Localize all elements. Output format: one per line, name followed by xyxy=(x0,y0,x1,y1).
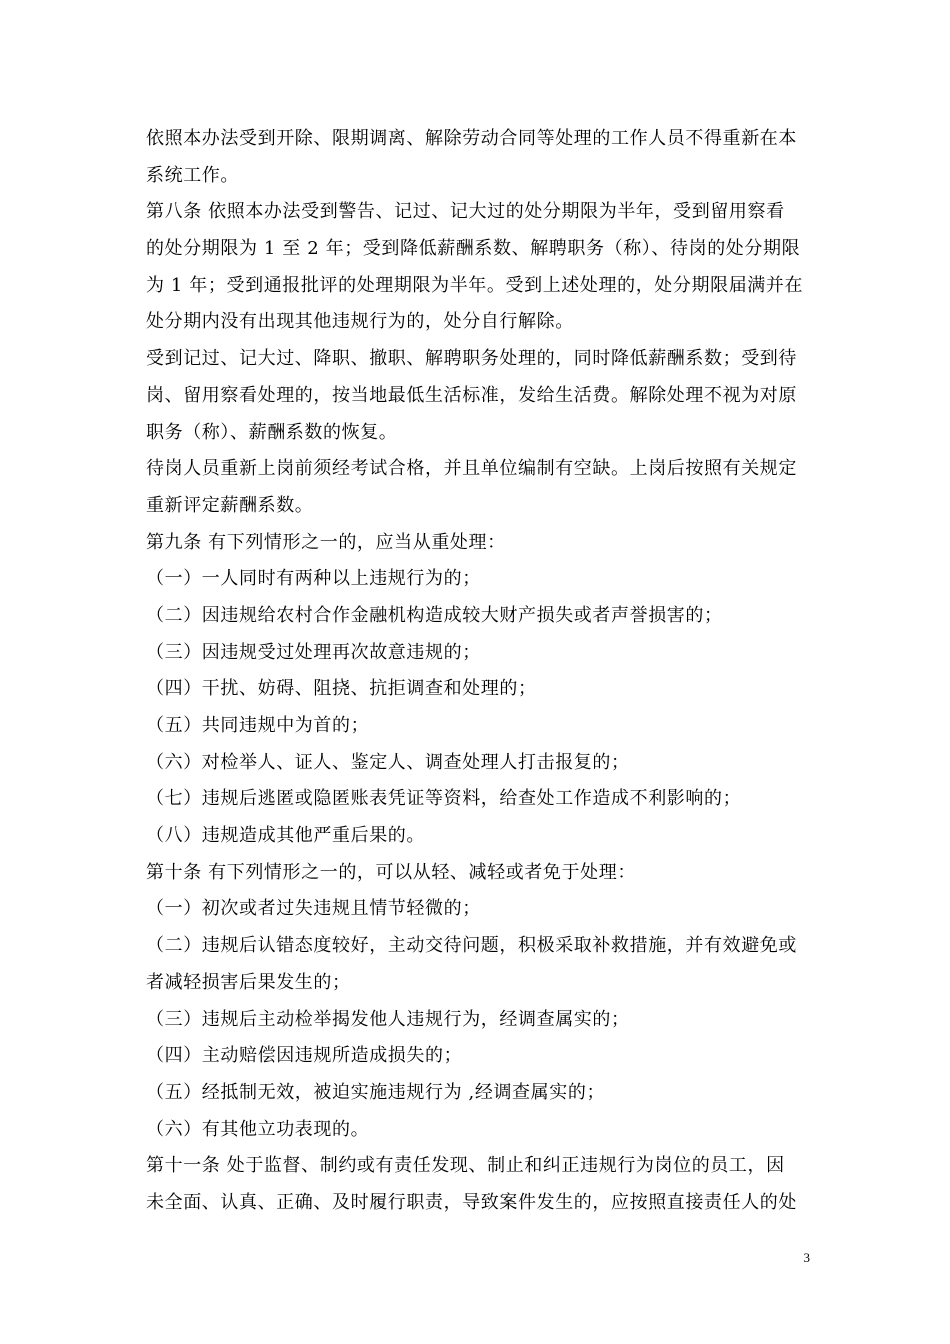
article-9-line: 第九条 有下列情形之一的，应当从重处理： xyxy=(146,531,506,553)
text-line: 为 1 年；受到通报批评的处理期限为半年。受到上述处理的，处分期限届满并在 xyxy=(146,274,804,296)
list-item: （四）主动赔偿因违规所造成损失的； xyxy=(146,1045,463,1067)
text-line: 受到记过、记大过、降职、撤职、解聘职务处理的，同时降低薪酬系数；受到待 xyxy=(146,348,797,370)
list-item: （一）一人同时有两种以上违规行为的； xyxy=(146,568,481,590)
list-item: （七）违规后逃匿或隐匿账表凭证等资料，给查处工作造成不利影响的； xyxy=(146,788,742,810)
text-line: 岗、留用察看处理的，按当地最低生活标准，发给生活费。解除处理不视为对原 xyxy=(146,384,797,406)
text-line: 职务（称）、薪酬系数的恢复。 xyxy=(146,421,398,443)
list-item: （五）共同违规中为首的； xyxy=(146,715,370,736)
text-line: 系统工作。 xyxy=(146,164,239,186)
text-line: 未全面、认真、正确、及时履行职责，导致案件发生的，应按照直接责任人的处 xyxy=(146,1191,797,1213)
list-item: （六）对检举人、证人、鉴定人、调查处理人打击报复的； xyxy=(146,751,630,773)
list-item: （六）有其他立功表现的。 xyxy=(146,1118,370,1140)
list-item: （五）经抵制无效，被迫实施违规行为 ,经调查属实的； xyxy=(146,1081,606,1103)
document-body xyxy=(146,121,812,1222)
article-11-line: 第十一条 处于监督、制约或有责任发现、制止和纠正违规行为岗位的员工，因 xyxy=(146,1155,785,1177)
page-number: 3 xyxy=(803,1250,810,1265)
text-line: 待岗人员重新上岗前须经考试合格，并且单位编制有空缺。上岗后按照有关规定 xyxy=(146,458,797,480)
text-line: 的处分期限为 1 至 2 年；受到降低薪酬系数、解聘职务（称）、待岗的处分期限 xyxy=(146,238,801,260)
list-item: （一）初次或者过失违规且情节轻微的； xyxy=(146,898,481,920)
text-line: 重新评定薪酬系数。 xyxy=(146,494,314,516)
text-line: 者减轻损害后果发生的； xyxy=(146,971,351,993)
text-line: 处分期内没有出现其他违规行为的，处分自行解除。 xyxy=(146,311,574,333)
list-item: （三）违规后主动检举揭发他人违规行为，经调查属实的； xyxy=(146,1008,630,1030)
article-8-line: 第八条 依照本办法受到警告、记过、记大过的处分期限为半年，受到留用察看 xyxy=(146,201,785,223)
list-item: （三）因违规受过处理再次故意违规的； xyxy=(146,641,481,663)
list-item: （二）违规后认错态度较好，主动交待问题，积极采取补救措施，并有效避免或 xyxy=(146,935,797,957)
article-10-line: 第十条 有下列情形之一的，可以从轻、减轻或者免于处理： xyxy=(146,861,636,883)
list-item: （八）违规造成其他严重后果的。 xyxy=(146,825,425,847)
list-item: （二）因违规给农村合作金融机构造成较大财产损失或者声誉损害的； xyxy=(146,604,723,626)
list-item: （四）干扰、妨碍、阻挠、抗拒调查和处理的； xyxy=(146,678,537,700)
text-line: 依照本办法受到开除、限期调离、解除劳动合同等处理的工作人员不得重新在本 xyxy=(146,128,797,149)
